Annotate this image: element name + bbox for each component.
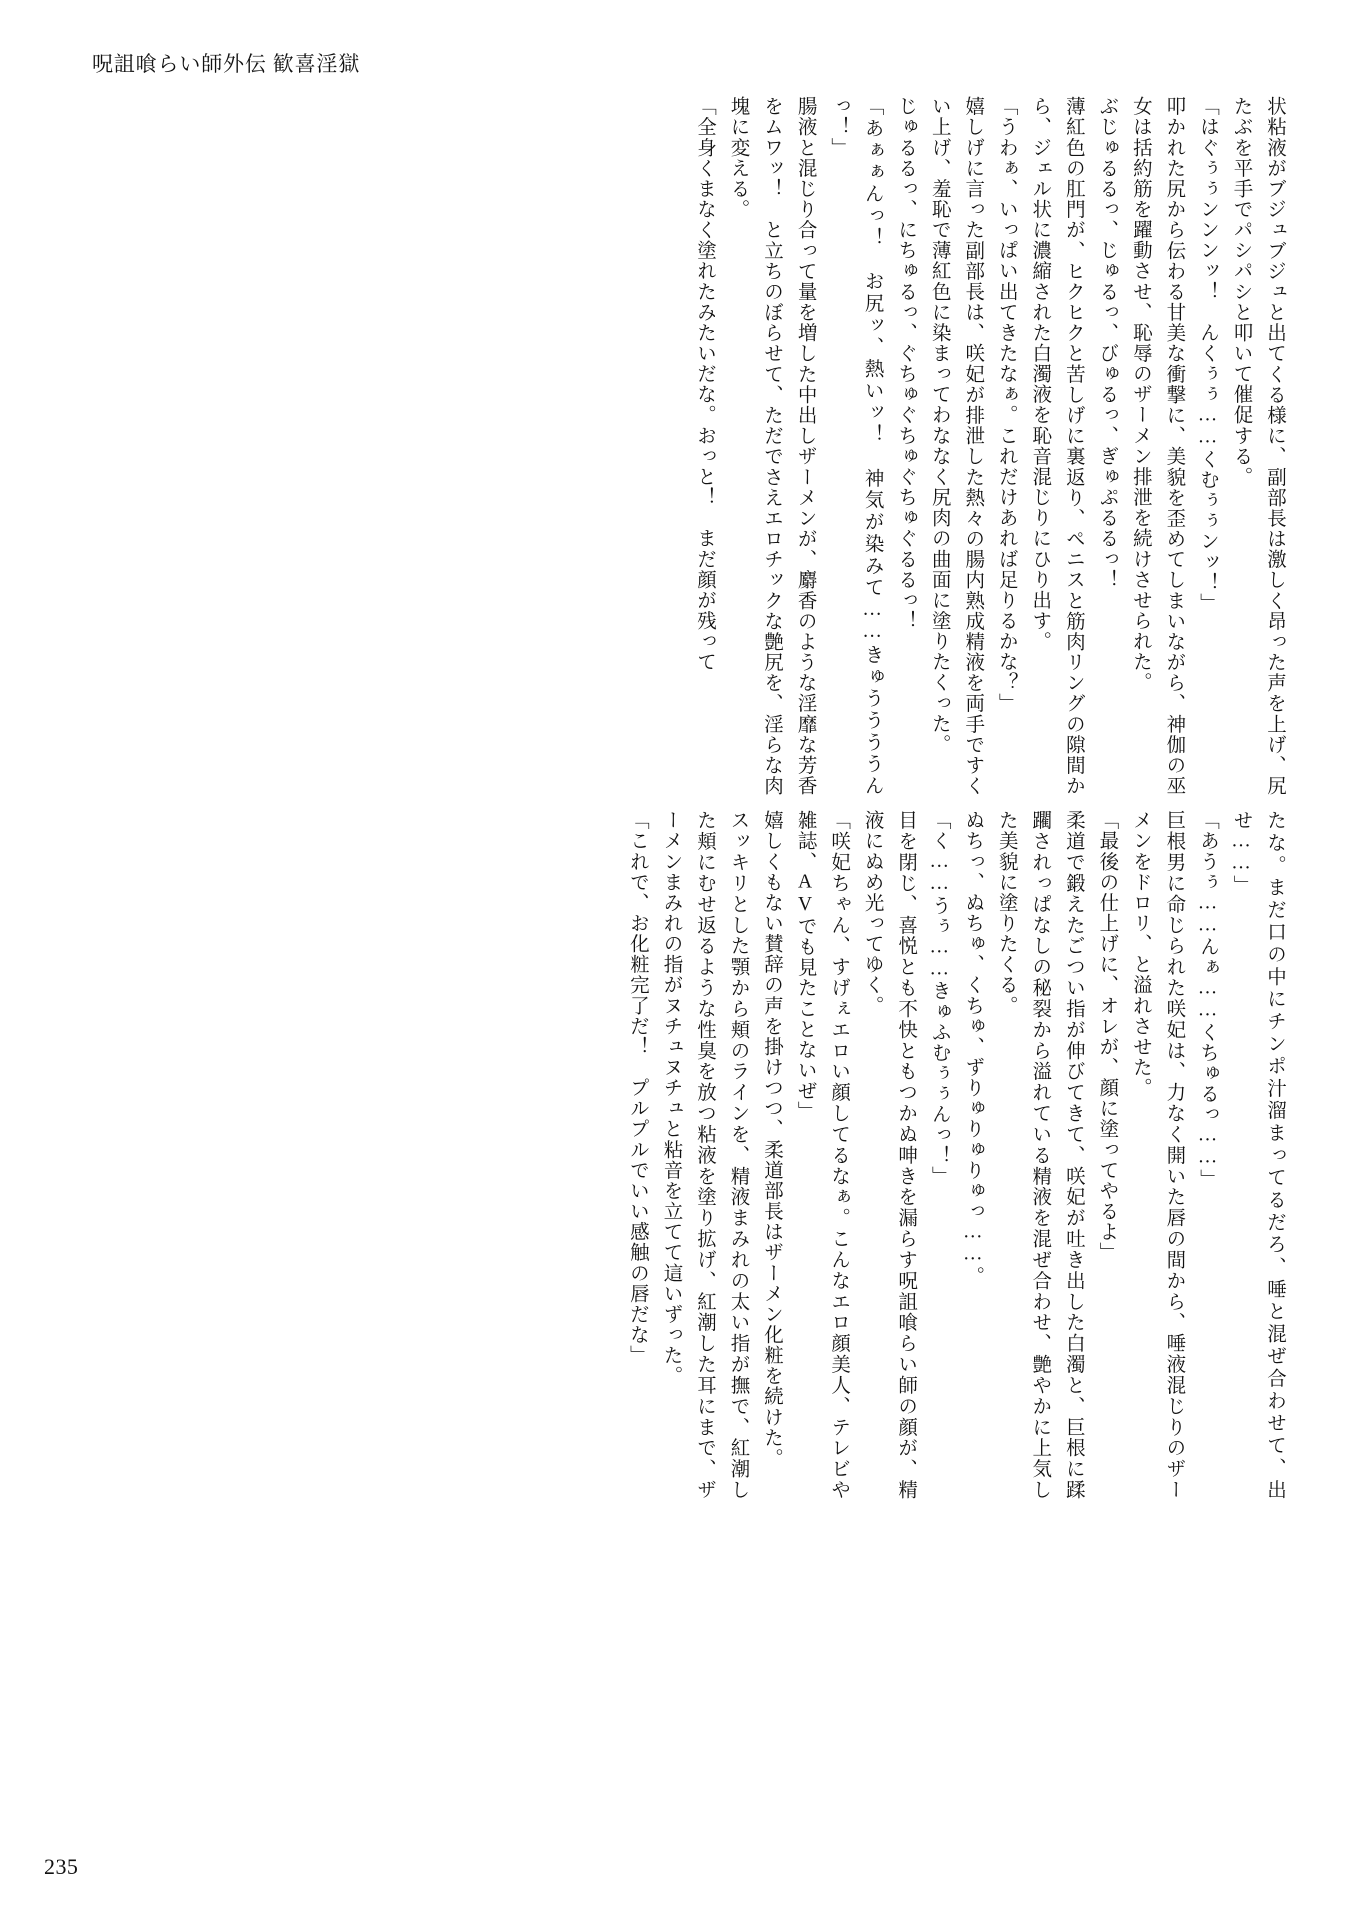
text-column: 状粘液がブジュブジュと出てくる様に、副部長は激しく昂った声を上げ、尻たぶを平手でパシパシと叩いて催促する。: [1230, 96, 1285, 796]
text-column: 巨根男に命じられた咲妃は、力なく開いた唇の間から、唾液混じりのザーメンをドロリ、と溢れさせた。: [1129, 810, 1185, 1500]
text-column: ぬちっ、ぬちゅ、くちゅ、ずりゅりゅりゅっ……。: [962, 810, 984, 1287]
text-column: 「はぐぅぅンンンッ！ んくぅぅ……くむぅぅンッ！」: [1196, 96, 1218, 614]
text-column: 「あぁぁんっ！ お尻ッ、熱いッ！ 神気が染みて……きゅううううんっ！」: [828, 96, 883, 796]
text-column: 目を閉じ、喜悦とも不快ともつかぬ呻きを漏らす呪詛喰らい師の顔が、精液にぬめ光ってゆく。: [861, 810, 917, 1500]
text-column: 「最後の仕上げに、オレが、顔に塗ってやるよ」: [1096, 810, 1118, 1263]
text-column: 「く……うぅ……きゅふむぅぅんっ！」: [928, 810, 950, 1187]
text-column: 叩かれた尻から伝わる甘美な衝撃に、美貌を歪めてしまいながら、神伽の巫女は括約筋を躍動させ、恥辱のザーメン排泄を続けさせられた。: [1129, 96, 1185, 796]
text-column: ぶじゅるるっ、じゅるっ、びゅるっ、ぎゅぷるるっ！: [1096, 96, 1118, 590]
page-number: 235: [44, 1854, 79, 1879]
text-column: 薄紅色の肛門が、ヒクヒクと苦しげに裏返り、ペニスと筋肉リングの隙間から、ジェル状に濃縮された白濁液を恥音混じりにひり出す。: [1029, 96, 1084, 796]
text-column: スッキリとした顎から頬のラインを、精液まみれの太い指が撫で、紅潮した頬にむせ返るような性臭を放つ粘液を塗り拡げ、紅潮した耳にまで、ザーメンまみれの指がヌチュヌチュと粘音を立てて這いずった。: [660, 810, 749, 1500]
text-column: 柔道で鍛えたごつい指が伸びてきて、咲妃が吐き出した白濁と、巨根に蹂躙されっぱなしの秘裂から溢れている精液を混ぜ合わせ、艶やかに上気した美貌に塗りたくる。: [995, 810, 1084, 1500]
text-column: 「あうぅ……んぁ……くちゅるっ……」: [1196, 810, 1218, 1190]
running-head: 呪詛喰らい師外伝 歓喜淫獄: [92, 52, 361, 76]
text-column: じゅるるっ、にちゅるっ、ぐちゅぐちゅぐちゅぐるるっ！: [895, 96, 917, 631]
body-text-upper: [376, 96, 1291, 796]
text-column: たな。まだ口の中にチンポ汁溜まってるだろ、唾と混ぜ合わせて、出せ……」: [1230, 810, 1285, 1500]
text-column: 嬉しげに言った副部長は、咲妃が排泄した熱々の腸内熟成精液を両手ですくい上げ、羞恥で薄紅色に染まってわななく尻肉の曲面に塗りたくった。: [928, 96, 984, 796]
text-column: 「うわぁ、いっぱい出てきたなぁ。これだけあれば足りるかな？」: [995, 96, 1017, 714]
text-column: 「咲妃ちゃん、すげぇエロい顔してるなぁ。こんなエロ顔美人、テレビや雑誌、AVでも見たことないぜ」: [794, 810, 850, 1500]
text-column: 「全身くまなく塗れたみたいだな。おっと！ まだ顔が残って: [693, 96, 715, 673]
body-text-lower: [376, 810, 1291, 1500]
text-column: 「これで、お化粧完了だ！ プルプルでいい感触の唇だな」: [626, 810, 648, 1366]
text-column: 嬉しくもない賛辞の声を掛けつつ、柔道部長はザーメン化粧を続けた。: [761, 810, 783, 1469]
text-column: 腸液と混じり合って量を増した中出しザーメンが、麝香のような淫靡な芳香をムワッ！ と立ちのぼらせて、ただでさえエロチックな艶尻を、淫らな肉塊に変える。: [727, 96, 816, 796]
